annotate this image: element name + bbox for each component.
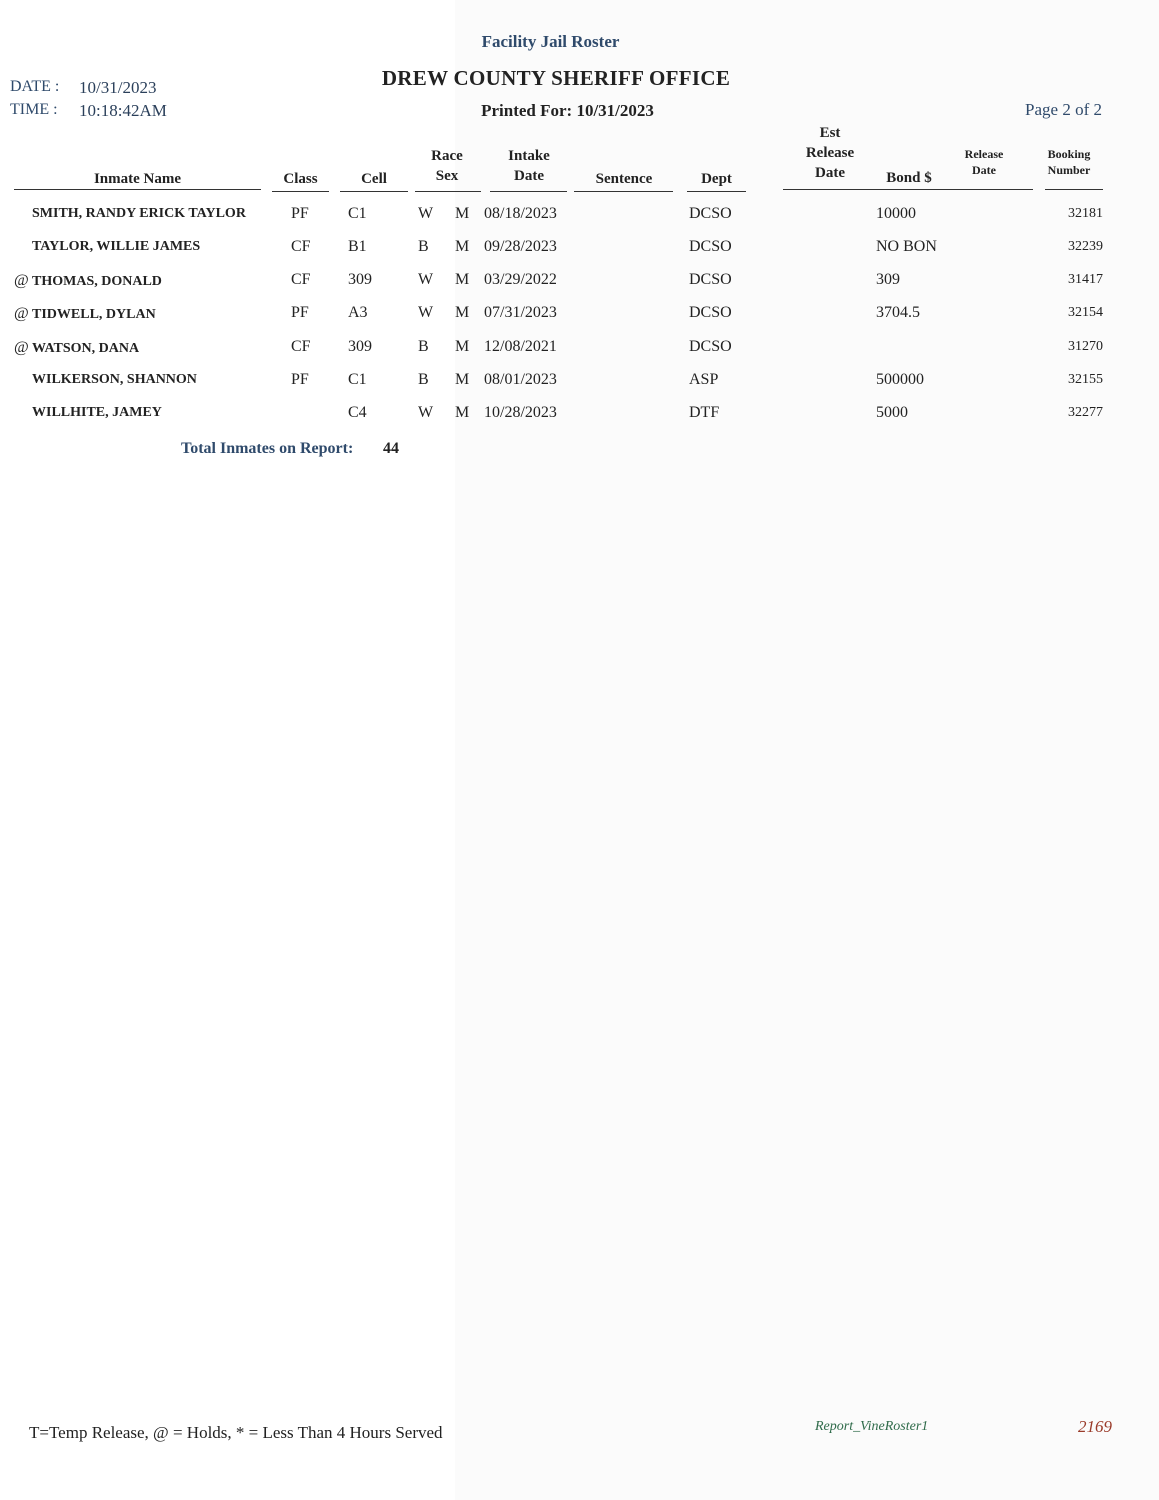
col-sentence: Sentence — [595, 171, 653, 187]
total-inmates-value: 44 — [383, 440, 399, 457]
table-row — [0, 371, 1159, 404]
page-info: Page 2 of 2 — [1025, 100, 1102, 119]
intake-date-value: 10/28/2023 — [484, 404, 557, 421]
dept-value: DCSO — [689, 338, 732, 355]
class-value: CF — [291, 238, 311, 255]
booking-number-value: 32154 — [1068, 305, 1103, 320]
intake-date-value: 07/31/2023 — [484, 304, 557, 321]
inmate-name-text: WILKERSON, SHANNON — [32, 372, 197, 387]
inmate-name-text: WATSON, DANA — [32, 341, 140, 356]
col-est-release-line1: Est — [819, 125, 841, 141]
bond-value: NO BON — [876, 238, 937, 255]
booking-number-value: 31270 — [1068, 339, 1103, 354]
bond-value: 3704.5 — [876, 304, 920, 321]
col-dept: Dept — [701, 171, 732, 187]
col-class: Class — [283, 171, 318, 187]
booking-number-value: 31417 — [1068, 272, 1103, 287]
report-id: Report_VineRoster1 — [815, 1419, 929, 1434]
class-value: PF — [291, 304, 309, 321]
race-value: B — [418, 371, 429, 388]
dept-value: ASP — [689, 371, 719, 388]
class-value: PF — [291, 205, 309, 222]
sex-value: M — [455, 304, 470, 321]
col-booking-line2: Number — [1047, 163, 1091, 177]
col-dept-rule — [687, 191, 746, 192]
cell-value: B1 — [348, 238, 367, 255]
page-number: 2169 — [1078, 1417, 1112, 1436]
booking-number-value: 32277 — [1068, 405, 1103, 420]
inmate-name-text: SMITH, RANDY ERICK TAYLOR — [32, 206, 246, 221]
total-inmates-label: Total Inmates on Report: — [181, 440, 354, 457]
sex-value: M — [455, 205, 470, 222]
bond-value: 5000 — [876, 404, 908, 421]
intake-date-value: 08/01/2023 — [484, 371, 557, 388]
cell-value: C1 — [348, 371, 367, 388]
col-race: Race — [431, 148, 463, 164]
col-sex: Sex — [435, 168, 459, 184]
inmate-name-text: WILLHITE, JAMEY — [32, 405, 162, 420]
agency-name: DREW COUNTY SHERIFF OFFICE — [381, 66, 731, 90]
col-sentence-rule — [574, 191, 673, 192]
table-row — [0, 238, 1159, 271]
race-value: B — [418, 338, 429, 355]
cell-value: C1 — [348, 205, 367, 222]
col-bond: Bond $ — [886, 170, 932, 186]
time-label: TIME : — [10, 101, 58, 118]
cell-value: 309 — [348, 271, 372, 288]
col-release-line1: Release — [964, 147, 1004, 161]
col-booking-rule — [1045, 189, 1103, 190]
dept-value: DCSO — [689, 304, 732, 321]
inmate-name — [14, 206, 246, 222]
intake-date-value: 09/28/2023 — [484, 238, 557, 255]
inmate-name-text: THOMAS, DONALD — [32, 274, 162, 289]
intake-date-value: 03/29/2022 — [484, 271, 557, 288]
dept-value: DCSO — [689, 205, 732, 222]
legend-text: T=Temp Release, @ = Holds, * = Less Than 4 Hours Served — [29, 1423, 443, 1442]
col-intake-line2: Date — [514, 168, 544, 184]
cell-value: C4 — [348, 404, 367, 421]
col-intake-line1: Intake — [508, 148, 550, 164]
table-row — [0, 404, 1159, 437]
col-est-release-line3: Date — [815, 165, 845, 181]
class-value: CF — [291, 338, 311, 355]
hold-marker: @ — [14, 305, 29, 322]
sex-value: M — [455, 338, 470, 355]
race-value: W — [418, 404, 434, 421]
intake-date-value: 08/18/2023 — [484, 205, 557, 222]
race-value: W — [418, 271, 434, 288]
report-title: Facility Jail Roster — [481, 32, 620, 51]
col-release-bond-rule — [783, 189, 1033, 190]
inmate-name — [14, 239, 200, 255]
race-value: W — [418, 304, 434, 321]
sex-value: M — [455, 371, 470, 388]
table-row — [0, 271, 1159, 304]
cell-value: A3 — [348, 304, 368, 321]
col-class-rule — [272, 191, 329, 192]
dept-value: DCSO — [689, 238, 732, 255]
sex-value: M — [455, 271, 470, 288]
class-value: CF — [291, 271, 311, 288]
booking-number-value: 32181 — [1068, 206, 1103, 221]
bond-value: 10000 — [876, 205, 916, 222]
inmate-name — [14, 372, 197, 388]
col-est-release-line2: Release — [805, 145, 855, 161]
col-intake-rule — [490, 191, 567, 192]
sex-value: M — [455, 238, 470, 255]
table-row — [0, 304, 1159, 337]
col-cell-rule — [340, 191, 408, 192]
race-value: W — [418, 205, 434, 222]
col-release-line2: Date — [972, 163, 996, 177]
col-inmate-name-rule — [14, 189, 261, 190]
booking-number-value: 32155 — [1068, 372, 1103, 387]
col-inmate-name: Inmate Name — [93, 171, 182, 187]
col-race-sex-rule — [415, 191, 481, 192]
hold-marker: @ — [14, 272, 29, 289]
hold-marker: @ — [14, 339, 29, 356]
race-value: B — [418, 238, 429, 255]
cell-value: 309 — [348, 338, 372, 355]
dept-value: DCSO — [689, 271, 732, 288]
bond-value: 500000 — [876, 371, 924, 388]
booking-number-value: 32239 — [1068, 239, 1103, 254]
inmate-name — [14, 339, 139, 357]
date-label: DATE : — [10, 78, 60, 95]
inmate-name-text: TIDWELL, DYLAN — [32, 307, 156, 322]
inmate-name-text: TAYLOR, WILLIE JAMES — [32, 239, 201, 254]
printed-for: Printed For: 10/31/2023 — [481, 101, 654, 120]
date-value: 10/31/2023 — [79, 78, 157, 97]
bond-value: 309 — [876, 271, 900, 288]
inmate-name — [14, 405, 162, 421]
inmate-name — [14, 305, 156, 323]
sex-value: M — [455, 404, 470, 421]
col-booking-line1: Booking — [1047, 147, 1091, 161]
dept-value: DTF — [689, 404, 720, 421]
time-value: 10:18:42AM — [79, 101, 167, 120]
table-row — [0, 205, 1159, 238]
class-value: PF — [291, 371, 309, 388]
intake-date-value: 12/08/2021 — [484, 338, 557, 355]
col-cell: Cell — [361, 171, 387, 187]
table-row — [0, 338, 1159, 371]
inmate-name — [14, 272, 162, 290]
